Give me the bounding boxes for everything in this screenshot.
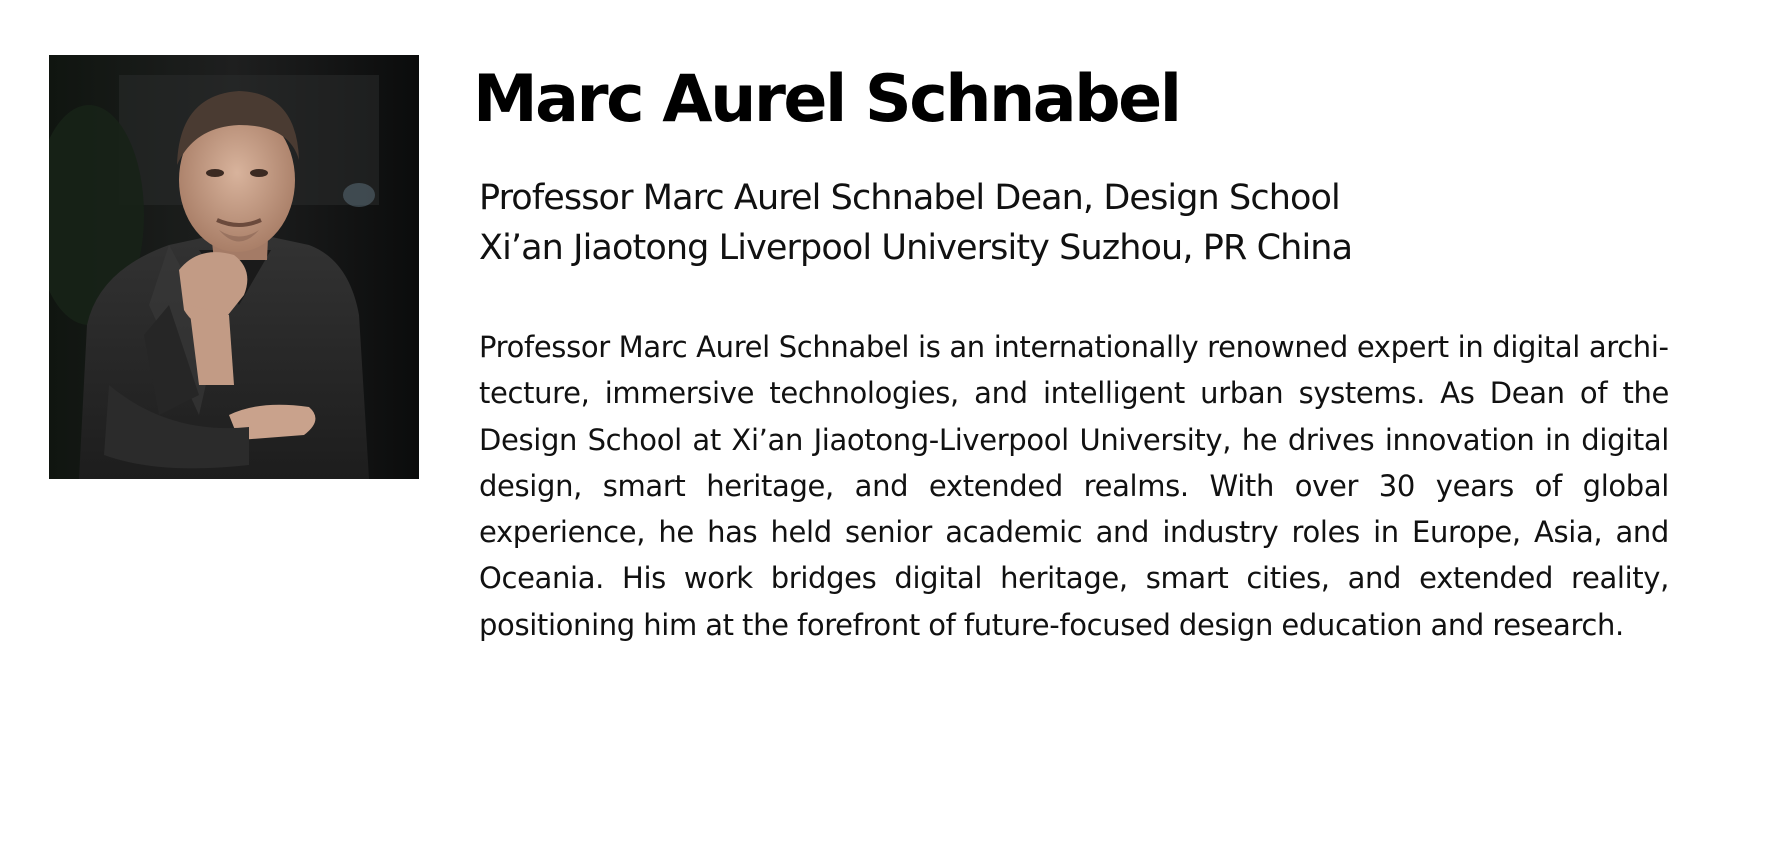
affiliation-line-title: Professor Marc Aurel Schnabel Dean, Design School xyxy=(479,178,1340,218)
profile-name: Marc Aurel Schnabel xyxy=(473,62,1180,137)
affiliation xyxy=(479,173,1352,273)
portrait-illustration xyxy=(49,55,419,479)
affiliation-line-university: Xi’an Jiaotong Liverpool University Suzhou, PR China xyxy=(479,228,1353,268)
biography-paragraph: Professor Marc Aurel Schnabel is an internationally renowned expert in digital architecture, immersive technologies, and intelligent urban systems. As Dean of the Design School at Xi’an Jiaotong-Liverpool University, he drives innovation in digital design, smart heritage, and extended realms. With over 30 years of global experience, he has held senior academic and industry roles in Europe, Asia, and Oceania. His work bridges digital heritage, smart cities, and extended reality, positioning him at the forefront of future-focused design education and research. xyxy=(479,330,1669,642)
portrait-photo xyxy=(49,55,419,479)
